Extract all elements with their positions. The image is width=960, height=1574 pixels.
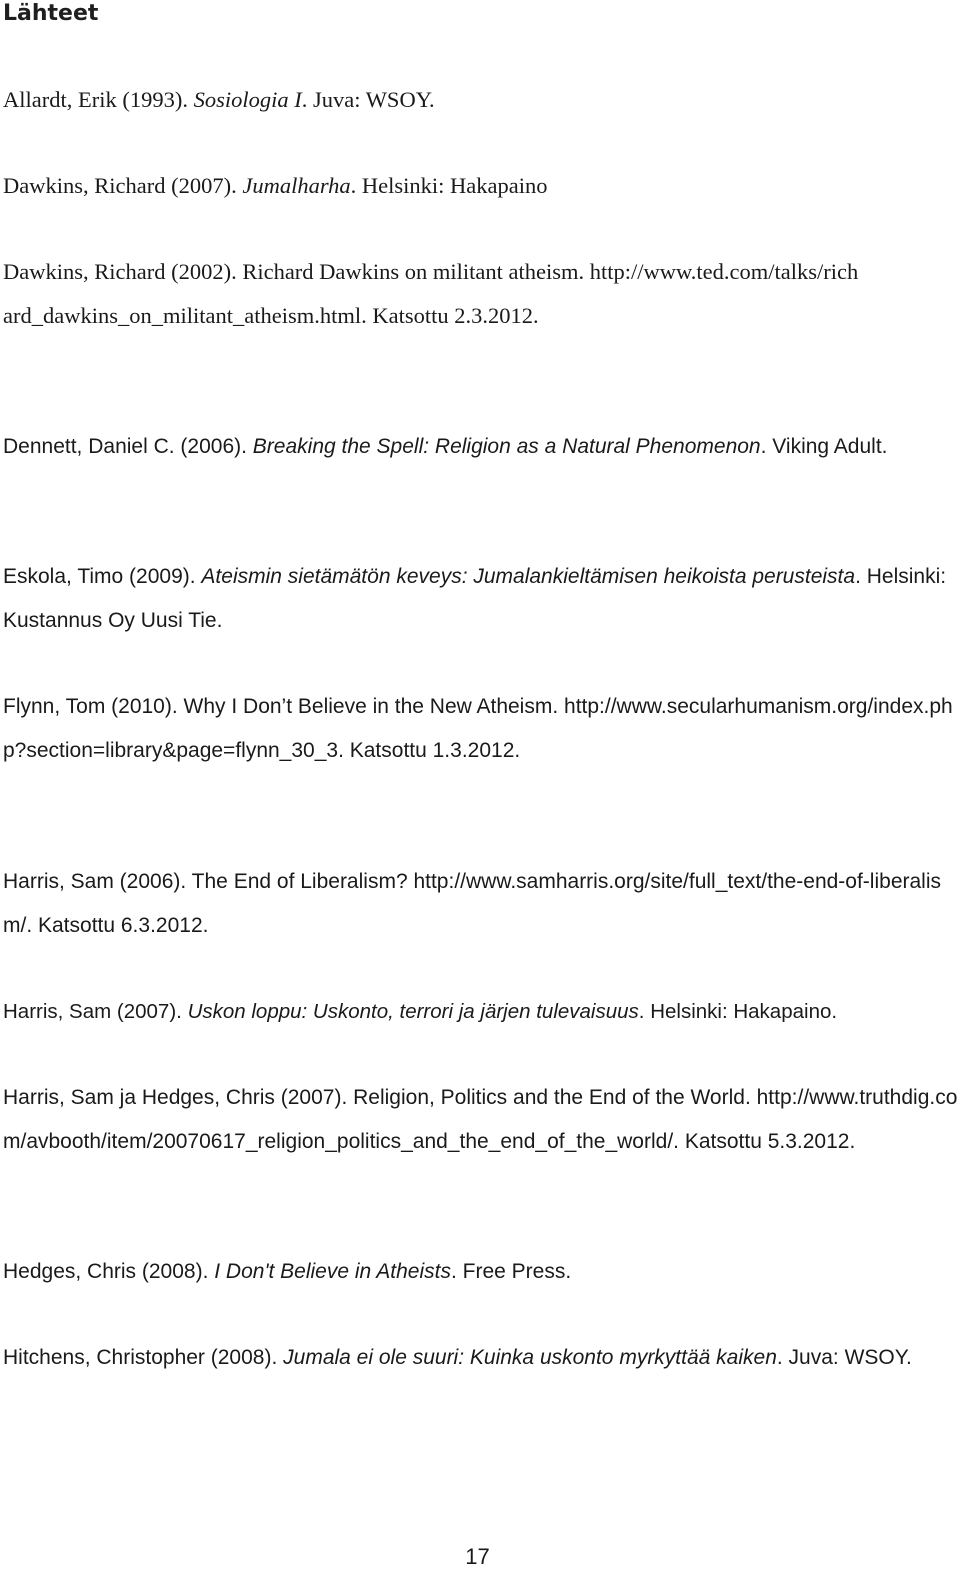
reference-item: Eskola, Timo (2009). Ateismin sietämätön keveys: Jumalankieltämisen heikoista perusteista. Helsinki: Kustannus Oy Uusi Tie. xyxy=(3,565,947,632)
reference-item: Flynn, Tom (2010). Why I Don’t Believe in the New Atheism. http://www.secularhumanism.org/index.php?section=library&page=flynn_30_3. Katsottu 1.3.2012. xyxy=(3,695,953,762)
reference-item: Dawkins, Richard (2002). Richard Dawkins on militant atheism. http://www.ted.com/talks/richard_dawkins_on_militant_atheism.html. Katsottu 2.3.2012. xyxy=(3,259,859,328)
reference-item: Allardt, Erik (1993). Sosiologia I. Juva: WSOY. xyxy=(3,87,435,112)
page-number: 17 xyxy=(465,1544,490,1569)
reference-item: Harris, Sam (2006). The End of Liberalism? http://www.samharris.org/site/full_text/the-end-of-liberalism/. Katsottu 6.3.2012. xyxy=(3,870,941,937)
reference-item: Hedges, Chris (2008). I Don't Believe in Atheists. Free Press. xyxy=(3,1260,572,1283)
reference-item: Hitchens, Christopher (2008). Jumala ei ole suuri: Kuinka uskonto myrkyttää kaiken. Juva: WSOY. xyxy=(3,1346,912,1369)
reference-item: Dawkins, Richard (2007). Jumalharha. Helsinki: Hakapaino xyxy=(3,173,548,198)
page-heading: Lähteet xyxy=(3,1,99,26)
reference-item: Harris, Sam (2007). Uskon loppu: Uskonto, terrori ja järjen tulevaisuus. Helsinki: Hakapaino. xyxy=(3,1000,838,1023)
reference-item: Harris, Sam ja Hedges, Chris (2007). Religion, Politics and the End of the World. http://www.truthdig.com/avbooth/item/20070617_religion_politics_and_the_end_of_the_world/. Katsottu 5.3.2012. xyxy=(3,1086,958,1153)
reference-item: Dennett, Daniel C. (2006). Breaking the Spell: Religion as a Natural Phenomenon. Viking Adult. xyxy=(3,435,888,458)
